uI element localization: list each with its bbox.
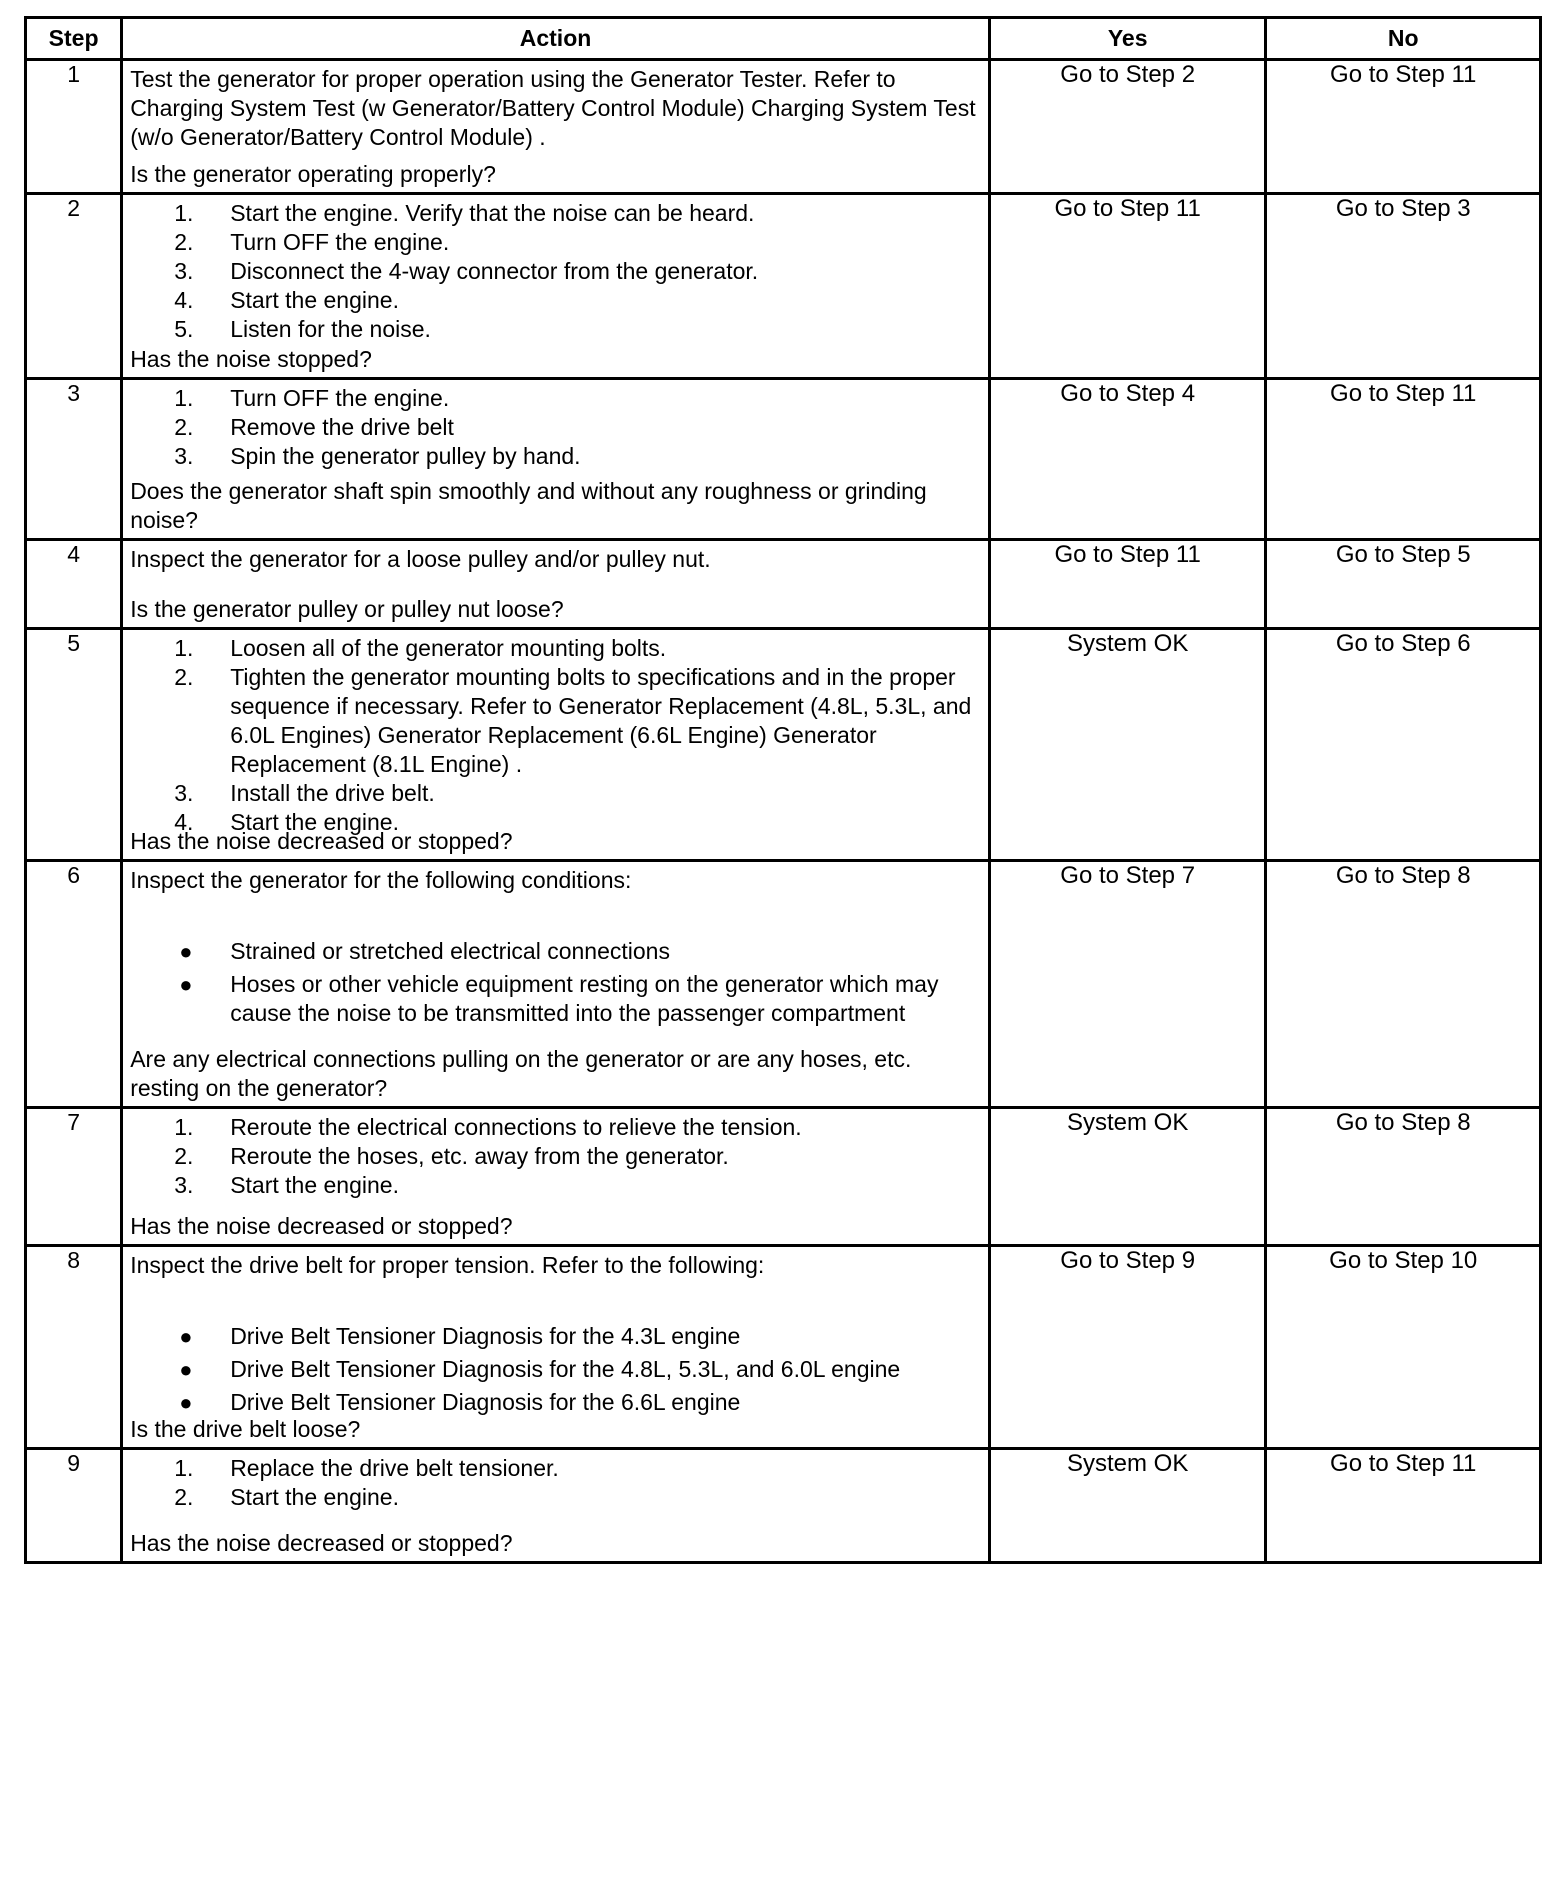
action-cell xyxy=(122,1108,990,1246)
bullet-icon: ● xyxy=(179,1390,193,1415)
table-body xyxy=(26,60,1541,1563)
action-step-item xyxy=(123,1113,988,1142)
action-step-item xyxy=(123,286,988,315)
action-question: Is the generator operating properly? xyxy=(130,161,496,187)
step-number: 7 xyxy=(26,1108,122,1246)
action-step-text: Start the engine. xyxy=(230,1484,399,1510)
action-step-item xyxy=(123,315,988,344)
yes-result: Go to Step 4 xyxy=(989,379,1266,540)
action-intro: Test the generator for proper operation using the Generator Tester. Refer to Charging System Test (w Generator/Battery Control Module) Charging System Test (w/o Generator/Battery Control Module) . xyxy=(130,66,976,150)
step-number: 8 xyxy=(26,1246,122,1449)
bullet-icon: ● xyxy=(179,972,193,997)
step-number: 1 xyxy=(26,60,122,194)
step-number: 2 xyxy=(26,194,122,379)
header-row xyxy=(26,18,1541,60)
action-steps-list xyxy=(123,630,988,837)
bullet-item xyxy=(123,1322,988,1351)
yes-result: System OK xyxy=(989,1108,1266,1246)
action-steps-list xyxy=(123,1450,988,1512)
table-row xyxy=(26,194,1541,379)
action-question: Has the noise decreased or stopped? xyxy=(130,1530,513,1556)
action-step-text: Loosen all of the generator mounting bolts. xyxy=(230,635,667,661)
no-result: Go to Step 11 xyxy=(1266,379,1541,540)
header-step: Step xyxy=(26,18,122,60)
action-step-item xyxy=(123,413,988,442)
action-step-number: 1. xyxy=(174,385,194,411)
action-step-item xyxy=(123,634,988,663)
table-row xyxy=(26,861,1541,1108)
bullet-icon: ● xyxy=(179,1357,193,1382)
action-step-number: 1. xyxy=(174,1114,194,1140)
no-result: Go to Step 10 xyxy=(1266,1246,1541,1449)
action-step-text: Start the engine. xyxy=(230,287,399,313)
action-cell xyxy=(122,1449,990,1563)
header-action: Action xyxy=(122,18,990,60)
no-result: Go to Step 8 xyxy=(1266,861,1541,1108)
condition-bullet-list xyxy=(123,937,988,1028)
action-step-number: 3. xyxy=(174,258,194,284)
action-step-number: 4. xyxy=(174,287,194,313)
bullet-text: Hoses or other vehicle equipment resting on the generator which may cause the noise to be transmitted into the passenger compartment xyxy=(230,971,939,1026)
action-question: Is the drive belt loose? xyxy=(130,1416,361,1442)
action-question: Has the noise decreased or stopped? xyxy=(130,828,513,854)
bullet-text: Drive Belt Tensioner Diagnosis for the 6.6L engine xyxy=(230,1389,741,1415)
action-step-text: Start the engine. xyxy=(230,1172,399,1198)
no-result: Go to Step 3 xyxy=(1266,194,1541,379)
action-step-number: 1. xyxy=(174,1455,194,1481)
yes-result: System OK xyxy=(989,629,1266,861)
action-step-text: Listen for the noise. xyxy=(230,316,431,342)
no-result: Go to Step 6 xyxy=(1266,629,1541,861)
action-step-number: 3. xyxy=(174,780,194,806)
action-step-text: Start the engine. Verify that the noise can be heard. xyxy=(230,200,755,226)
action-question: Has the noise decreased or stopped? xyxy=(130,1213,513,1239)
condition-bullet-list xyxy=(123,1322,988,1417)
action-step-item xyxy=(123,1142,988,1171)
action-step-number: 2. xyxy=(174,1143,194,1169)
yes-result: Go to Step 11 xyxy=(989,194,1266,379)
action-step-number: 2. xyxy=(174,229,194,255)
action-step-item xyxy=(123,1171,988,1200)
action-step-text: Start the engine. xyxy=(230,809,399,835)
no-result: Go to Step 11 xyxy=(1266,60,1541,194)
yes-result: Go to Step 9 xyxy=(989,1246,1266,1449)
step-number: 5 xyxy=(26,629,122,861)
action-step-number: 1. xyxy=(174,635,194,661)
action-steps-list xyxy=(123,1109,988,1200)
action-step-item xyxy=(123,663,988,779)
action-intro: Inspect the generator for the following conditions: xyxy=(130,867,632,893)
no-result: Go to Step 8 xyxy=(1266,1108,1541,1246)
bullet-text: Drive Belt Tensioner Diagnosis for the 4.3L engine xyxy=(230,1323,741,1349)
action-step-text: Tighten the generator mounting bolts to specifications and in the proper sequence if necessary. Refer to Generator Replacement (4.8L, 5.3L, and 6.0L Engines) Generator Replacement (6.6L Engine) Generator Replacement (8.1L Engine) . xyxy=(230,664,972,777)
action-step-number: 5. xyxy=(174,316,194,342)
action-steps-list xyxy=(123,195,988,344)
action-step-text: Reroute the electrical connections to relieve the tension. xyxy=(230,1114,802,1140)
action-step-number: 2. xyxy=(174,1484,194,1510)
action-step-text: Turn OFF the engine. xyxy=(230,229,450,255)
bullet-item xyxy=(123,1388,988,1417)
bullet-text: Strained or stretched electrical connections xyxy=(230,938,670,964)
bullet-icon: ● xyxy=(179,939,193,964)
action-step-item xyxy=(123,228,988,257)
action-cell xyxy=(122,194,990,379)
bullet-item xyxy=(123,937,988,966)
action-cell xyxy=(122,861,990,1108)
table-row xyxy=(26,540,1541,629)
action-question: Does the generator shaft spin smoothly and without any roughness or grinding noise? xyxy=(130,478,927,533)
header-no: No xyxy=(1266,18,1541,60)
action-step-text: Turn OFF the engine. xyxy=(230,385,450,411)
action-step-item xyxy=(123,1483,988,1512)
action-question: Are any electrical connections pulling on the generator or are any hoses, etc. resting on the generator? xyxy=(130,1046,912,1101)
step-number: 9 xyxy=(26,1449,122,1563)
action-step-item xyxy=(123,779,988,808)
step-number: 3 xyxy=(26,379,122,540)
action-step-item xyxy=(123,1454,988,1483)
action-cell xyxy=(122,379,990,540)
bullet-item xyxy=(123,1355,988,1384)
step-number: 4 xyxy=(26,540,122,629)
action-step-item xyxy=(123,257,988,286)
table-row xyxy=(26,1246,1541,1449)
action-question: Has the noise stopped? xyxy=(130,346,372,372)
action-step-item xyxy=(123,384,988,413)
action-cell xyxy=(122,1246,990,1449)
action-intro: Inspect the drive belt for proper tension. Refer to the following: xyxy=(130,1252,765,1278)
diagnostic-table xyxy=(24,16,1542,1564)
action-intro: Inspect the generator for a loose pulley and/or pulley nut. xyxy=(130,546,711,572)
action-step-number: 2. xyxy=(174,414,194,440)
table-row xyxy=(26,60,1541,194)
action-step-number: 3. xyxy=(174,443,194,469)
yes-result: Go to Step 2 xyxy=(989,60,1266,194)
yes-result: Go to Step 7 xyxy=(989,861,1266,1108)
action-step-text: Reroute the hoses, etc. away from the generator. xyxy=(230,1143,729,1169)
bullet-icon: ● xyxy=(179,1324,193,1349)
action-question: Is the generator pulley or pulley nut loose? xyxy=(130,596,564,622)
bullet-text: Drive Belt Tensioner Diagnosis for the 4.8L, 5.3L, and 6.0L engine xyxy=(230,1356,901,1382)
action-step-text: Disconnect the 4-way connector from the generator. xyxy=(230,258,759,284)
yes-result: System OK xyxy=(989,1449,1266,1563)
action-step-number: 2. xyxy=(174,664,194,690)
action-cell xyxy=(122,629,990,861)
action-step-text: Replace the drive belt tensioner. xyxy=(230,1455,559,1481)
step-number: 6 xyxy=(26,861,122,1108)
table-row xyxy=(26,1108,1541,1246)
yes-result: Go to Step 11 xyxy=(989,540,1266,629)
action-step-text: Remove the drive belt xyxy=(230,414,454,440)
bullet-item xyxy=(123,970,988,1028)
no-result: Go to Step 11 xyxy=(1266,1449,1541,1563)
action-step-text: Install the drive belt. xyxy=(230,780,435,806)
action-cell xyxy=(122,60,990,194)
action-steps-list xyxy=(123,380,988,471)
action-step-number: 4. xyxy=(174,809,194,835)
table-row xyxy=(26,1449,1541,1563)
action-step-item xyxy=(123,442,988,471)
action-step-number: 3. xyxy=(174,1172,194,1198)
action-step-number: 1. xyxy=(174,200,194,226)
table-row xyxy=(26,629,1541,861)
no-result: Go to Step 5 xyxy=(1266,540,1541,629)
action-step-item xyxy=(123,199,988,228)
action-cell xyxy=(122,540,990,629)
action-step-text: Spin the generator pulley by hand. xyxy=(230,443,581,469)
header-yes: Yes xyxy=(989,18,1266,60)
table-row xyxy=(26,379,1541,540)
